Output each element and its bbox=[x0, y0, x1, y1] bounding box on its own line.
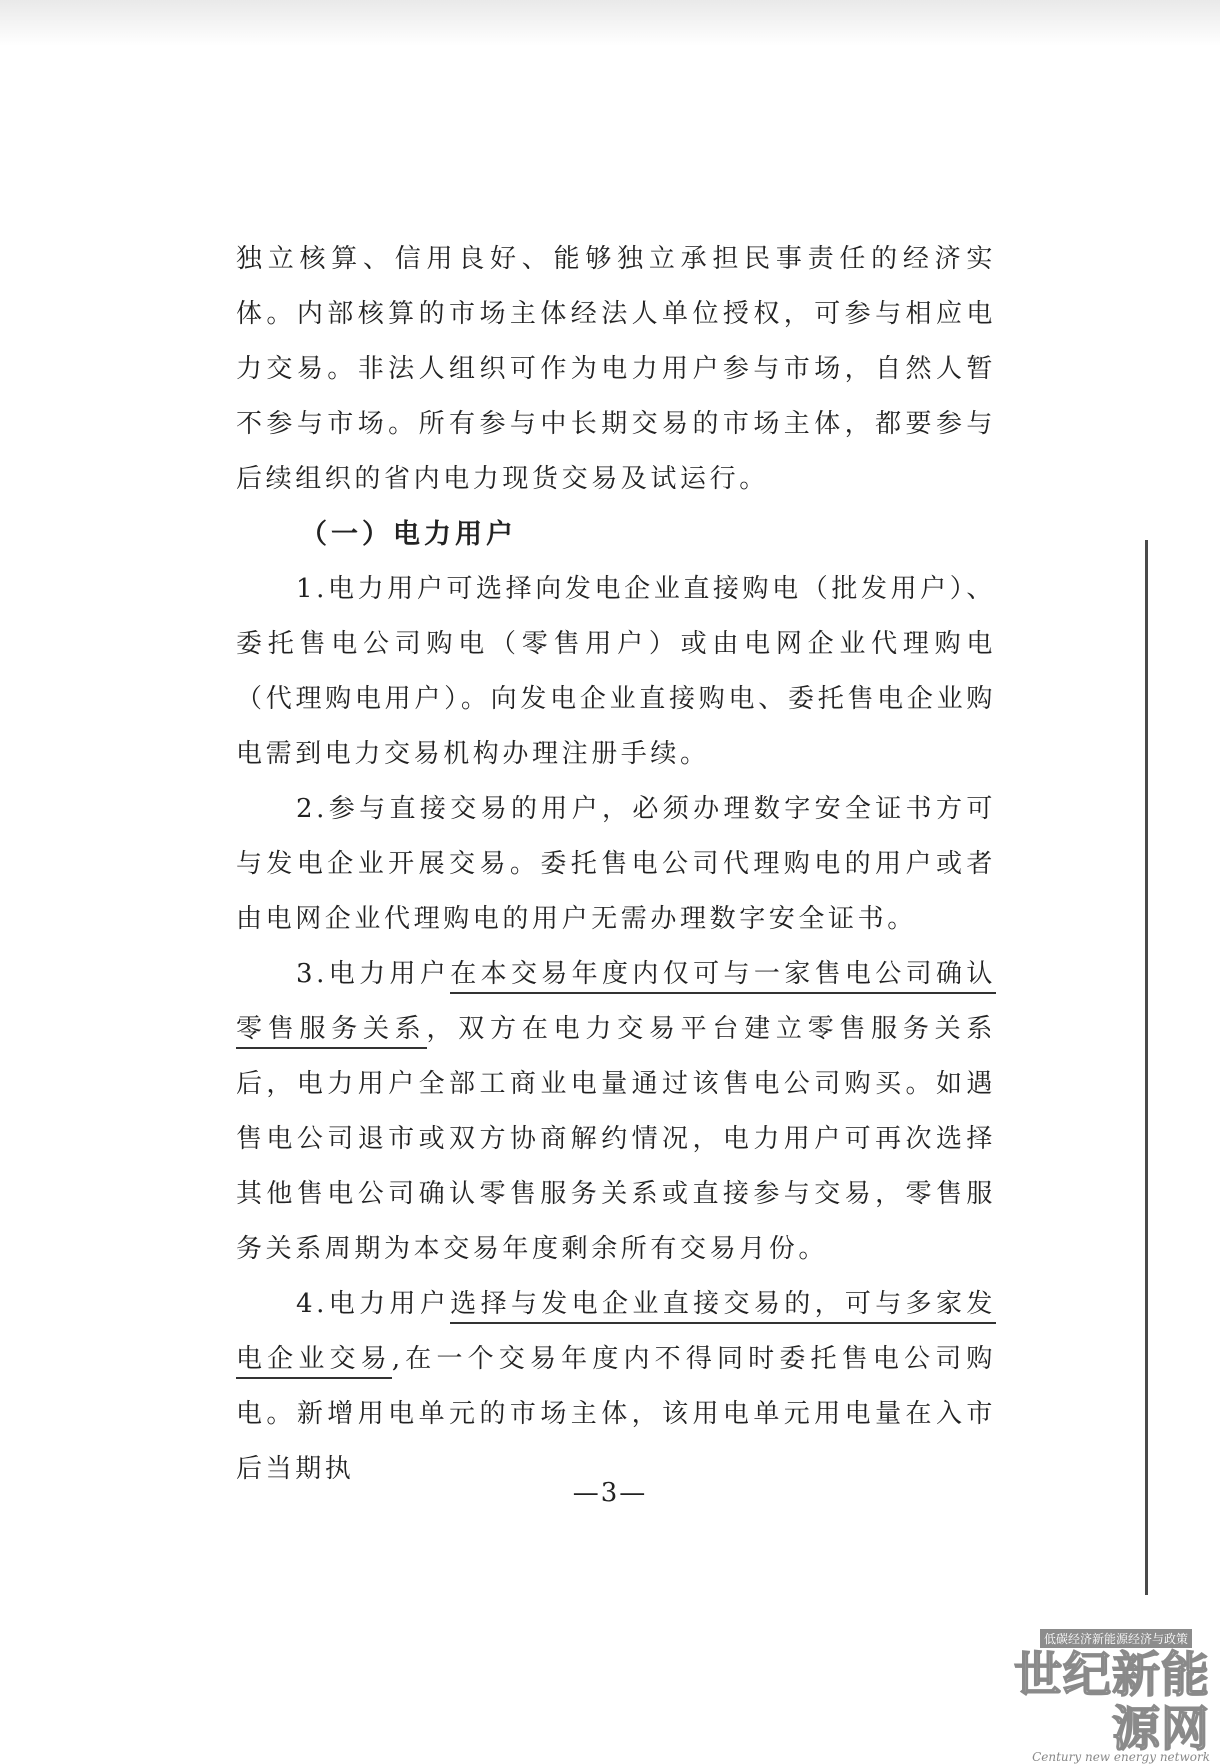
handwritten-underline-4: 选择与发电企业直接交易的，可与多家发电企业交易 bbox=[236, 1289, 996, 1379]
page-number: —3— bbox=[572, 1478, 648, 1508]
paragraph-continuation: 独立核算、信用良好、能够独立承担民事责任的经济实体。内部核算的市场主体经法人单位授权，可参与相应电力交易。非法人组织可作为电力用户参与市场，自然人暂不参与市场。所有参与中长期交易的市场主体，都要参与后续组织的省内电力现货交易及试运行。 bbox=[236, 244, 996, 494]
paragraph-4 bbox=[236, 1277, 996, 1497]
scan-edge-right bbox=[1145, 540, 1148, 1595]
paragraph-3 bbox=[236, 947, 996, 1277]
paragraph-4-lead: 4.电力用户 bbox=[296, 1289, 451, 1319]
watermark-title: 世纪新能源网 bbox=[1013, 1647, 1210, 1757]
paragraph-3-lead: 3.电力用户 bbox=[296, 959, 451, 989]
scan-edge-top bbox=[0, 0, 1220, 46]
paragraph-4-rest: ,在一个交易年度内不得同时委托售电公司购电。新增用电单元的市场主体，该用电单元用电量在入市后当期执 bbox=[236, 1344, 996, 1484]
paragraph-3-rest: ，双方在电力交易平台建立零售服务关系后，电力用户全部工商业电量通过该售电公司购买。如遇售电公司退市或双方协商解约情况，电力用户可再次选择其他售电公司确认零售服务关系或直接参与交易，零售服务关系周期为本交易年度剩余所有交易月份。 bbox=[236, 1014, 996, 1264]
watermark-english: Century new energy network bbox=[1032, 1750, 1210, 1764]
paragraph-1: 1.电力用户可选择向发电企业直接购电（批发用户）、委托售电公司购电（零售用户）或由电网企业代理购电（代理购电用户）。向发电企业直接购电、委托售电企业购电需到电力交易机构办理注册手续。 bbox=[236, 574, 996, 769]
paragraph-2: 2.参与直接交易的用户，必须办理数字安全证书方可与发电企业开展交易。委托售电公司代理购电的用户或者由电网企业代理购电的用户无需办理数字安全证书。 bbox=[236, 794, 996, 934]
document-body bbox=[236, 232, 996, 1497]
section-heading: （一）电力用户 bbox=[300, 519, 517, 550]
watermark-subtitle: 低碳经济新能源经济与政策 bbox=[1040, 1629, 1192, 1648]
handwritten-underline-3: 在本交易年度内仅可与一家售电公司确认零售服务关系 bbox=[236, 959, 996, 1049]
site-watermark bbox=[980, 1628, 1210, 1764]
